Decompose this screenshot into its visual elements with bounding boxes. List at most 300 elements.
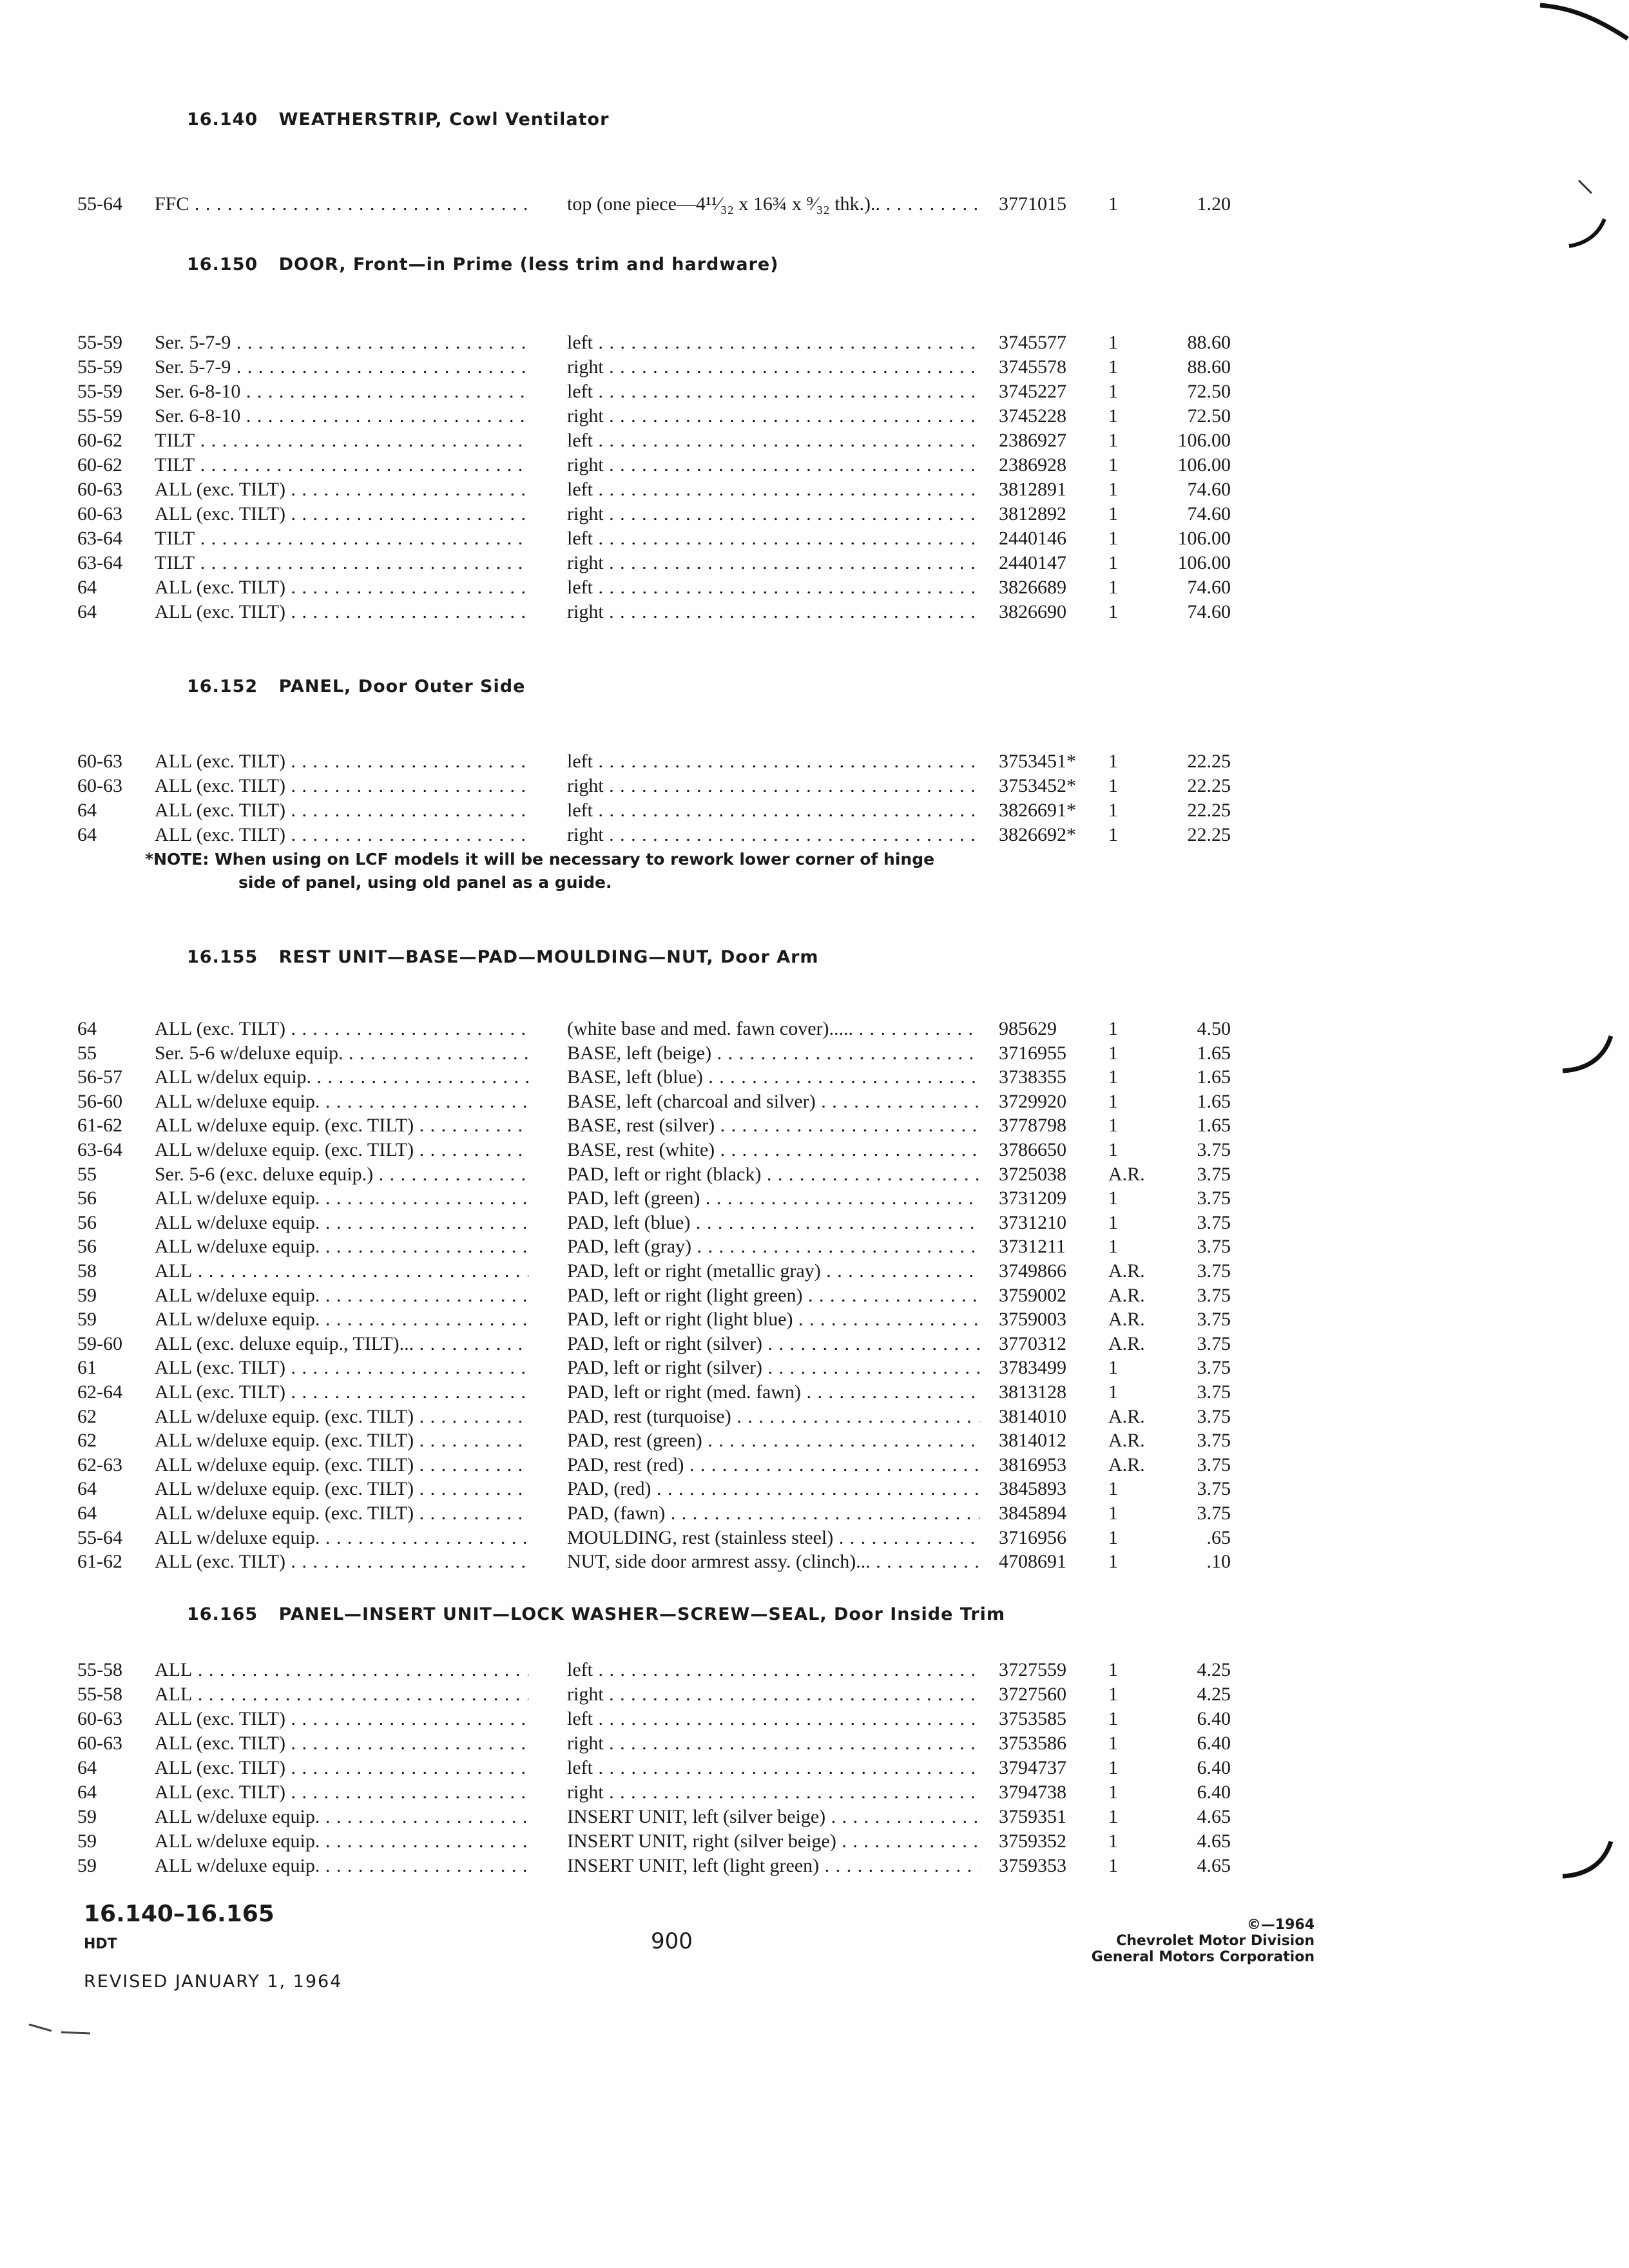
list-price: 1.20 bbox=[1197, 193, 1231, 215]
part-description: left . . . bbox=[567, 479, 979, 501]
quantity: 1 bbox=[1108, 577, 1118, 598]
model-years: 60-63 bbox=[77, 479, 122, 500]
part-number: 3745578 bbox=[999, 356, 1066, 378]
model-years: 64 bbox=[77, 577, 97, 598]
section-heading bbox=[187, 1604, 1005, 1624]
quantity: 1 bbox=[1108, 1478, 1118, 1500]
quantity: 1 bbox=[1108, 824, 1118, 845]
quantity: 1 bbox=[1108, 1503, 1118, 1524]
part-description: left . . . bbox=[567, 1659, 979, 1681]
model-years: 63-64 bbox=[77, 552, 122, 573]
part-description: MOULDING, rest (stainless steel) . . . bbox=[567, 1527, 979, 1549]
list-price: 3.75 bbox=[1197, 1260, 1231, 1282]
part-description: (white base and med. fawn cover)..... . . . bbox=[567, 1018, 979, 1040]
list-price: 4.25 bbox=[1197, 1659, 1231, 1680]
model-years: 62-63 bbox=[77, 1454, 122, 1475]
model-years: 56 bbox=[77, 1236, 97, 1258]
quantity: A.R. bbox=[1108, 1454, 1145, 1475]
part-description: PAD, left or right (silver) . . . bbox=[567, 1333, 979, 1355]
list-price: 1.65 bbox=[1197, 1115, 1231, 1137]
part-number: 3716955 bbox=[999, 1042, 1066, 1064]
part-description: left . . . bbox=[567, 332, 979, 354]
model-years: 60-63 bbox=[77, 503, 122, 524]
table-row bbox=[0, 775, 1629, 800]
model-application: ALL (exc. TILT) . . . bbox=[155, 1733, 528, 1754]
model-years: 55-59 bbox=[77, 381, 122, 402]
part-number: 3783499 bbox=[999, 1357, 1066, 1379]
table-row bbox=[0, 381, 1629, 405]
part-description: left . . . bbox=[567, 800, 979, 822]
part-number: 3759002 bbox=[999, 1284, 1066, 1306]
table-row bbox=[0, 1115, 1629, 1139]
model-application: ALL w/deluxe equip. . . . bbox=[155, 1285, 528, 1307]
quantity: 1 bbox=[1108, 1018, 1118, 1039]
part-description: BASE, left (beige) . . . bbox=[567, 1043, 979, 1064]
list-price: 3.75 bbox=[1197, 1332, 1231, 1354]
model-years: 55 bbox=[77, 1042, 97, 1064]
table-row bbox=[0, 1478, 1629, 1503]
part-description: left . . . bbox=[567, 1757, 979, 1779]
model-years: 62 bbox=[77, 1430, 97, 1452]
table-row bbox=[0, 1236, 1629, 1260]
table-row bbox=[0, 356, 1629, 381]
part-description: PAD, left or right (light blue) . . . bbox=[567, 1309, 979, 1331]
part-number: 3753585 bbox=[999, 1708, 1066, 1729]
table-row bbox=[0, 577, 1629, 601]
part-number: 3731211 bbox=[999, 1236, 1066, 1258]
part-number: 3753586 bbox=[999, 1733, 1066, 1754]
part-description: PAD, left (green) . . . bbox=[567, 1187, 979, 1209]
copyright: ©—1964 bbox=[1246, 1917, 1315, 1933]
quantity: 1 bbox=[1108, 528, 1118, 549]
list-price: 3.75 bbox=[1197, 1454, 1231, 1475]
section-title: PANEL—INSERT UNIT—LOCK WASHER—SCREW—SEAL, Door Inside Trim bbox=[278, 1604, 1005, 1624]
part-number: 3816953 bbox=[999, 1454, 1066, 1475]
model-years: 55 bbox=[77, 1163, 97, 1185]
table-row bbox=[0, 1806, 1629, 1831]
list-price: 3.75 bbox=[1197, 1236, 1231, 1258]
quantity: 1 bbox=[1108, 381, 1118, 402]
scan-mark-icon bbox=[1534, 0, 1629, 58]
part-number: 2440146 bbox=[999, 528, 1066, 549]
footnote-line-1: *NOTE: When using on LCF models it will be necessary to rework lower corner of hinge bbox=[145, 850, 935, 869]
quantity: 1 bbox=[1108, 1855, 1118, 1876]
section-title: WEATHERSTRIP, Cowl Ventilator bbox=[278, 110, 610, 130]
part-description: left . . . bbox=[567, 1708, 979, 1730]
table-row bbox=[0, 1043, 1629, 1067]
model-years: 62-64 bbox=[77, 1381, 122, 1403]
table-row bbox=[0, 1454, 1629, 1479]
list-price: 3.75 bbox=[1197, 1478, 1231, 1500]
model-application: TILT . . . bbox=[155, 430, 528, 452]
model-application: ALL w/deluxe equip. . . . bbox=[155, 1187, 528, 1209]
list-price: 3.75 bbox=[1197, 1211, 1231, 1233]
list-price: 3.75 bbox=[1197, 1187, 1231, 1209]
part-number: 3727559 bbox=[999, 1659, 1066, 1680]
table-row bbox=[0, 1659, 1629, 1684]
part-number: 3778798 bbox=[999, 1115, 1066, 1137]
quantity: 1 bbox=[1108, 193, 1118, 215]
part-number: 3759003 bbox=[999, 1309, 1066, 1331]
part-number: 3845893 bbox=[999, 1478, 1066, 1500]
model-years: 58 bbox=[77, 1260, 97, 1282]
section-number: 16.155 bbox=[187, 947, 258, 967]
list-price: 3.75 bbox=[1197, 1357, 1231, 1379]
scan-mark-icon bbox=[1559, 1031, 1617, 1082]
table-row bbox=[0, 1527, 1629, 1552]
model-application: ALL w/deluxe equip. (exc. TILT) . . . bbox=[155, 1430, 528, 1452]
model-years: 64 bbox=[77, 1782, 97, 1803]
model-application: ALL . . . bbox=[155, 1260, 528, 1282]
quantity: 1 bbox=[1108, 430, 1118, 451]
footnote-line-2: side of panel, using old panel as a guide. bbox=[238, 873, 612, 892]
model-years: 60-62 bbox=[77, 454, 122, 476]
model-application: ALL (exc. TILT) . . . bbox=[155, 775, 528, 797]
table-row bbox=[0, 1503, 1629, 1527]
model-application: ALL (exc. TILT) . . . bbox=[155, 751, 528, 773]
model-application: ALL w/deluxe equip. . . . bbox=[155, 1527, 528, 1549]
part-number: 3826690 bbox=[999, 601, 1066, 622]
model-application: ALL (exc. TILT) . . . bbox=[155, 577, 528, 599]
model-years: 59 bbox=[77, 1855, 97, 1876]
part-description: PAD, (fawn) . . . bbox=[567, 1503, 979, 1524]
model-application: Ser. 5-6 w/deluxe equip. . . . bbox=[155, 1043, 528, 1064]
list-price: 3.75 bbox=[1197, 1284, 1231, 1306]
model-years: 64 bbox=[77, 1503, 97, 1524]
section-heading bbox=[187, 947, 819, 967]
part-description: top (one piece—4¹¹⁄₃₂ x 16¾ x ⁹⁄₃₂ thk.).. . . . bbox=[567, 193, 979, 215]
part-description: INSERT UNIT, left (light green) . . . bbox=[567, 1855, 979, 1877]
table-row bbox=[0, 1757, 1629, 1782]
scan-mark-icon bbox=[1559, 1836, 1617, 1888]
table-row bbox=[0, 1091, 1629, 1115]
part-number: 3731209 bbox=[999, 1187, 1066, 1209]
model-application: ALL (exc. TILT) . . . bbox=[155, 1357, 528, 1379]
table-row bbox=[0, 1855, 1629, 1879]
table-row bbox=[0, 1733, 1629, 1757]
part-description: left . . . bbox=[567, 381, 979, 403]
list-price: 74.60 bbox=[1187, 503, 1231, 524]
part-number: 3794737 bbox=[999, 1757, 1066, 1778]
model-application: ALL w/deluxe equip. . . . bbox=[155, 1831, 528, 1852]
page-range: 16.140–16.165 bbox=[84, 1901, 275, 1927]
part-description: PAD, left (blue) . . . bbox=[567, 1212, 979, 1234]
part-number: 3826689 bbox=[999, 577, 1066, 598]
part-description: right . . . bbox=[567, 454, 979, 476]
model-application: ALL w/deluxe equip. . . . bbox=[155, 1806, 528, 1828]
list-price: 4.50 bbox=[1197, 1018, 1231, 1039]
model-years: 56-60 bbox=[77, 1090, 122, 1112]
quantity: 1 bbox=[1108, 1659, 1118, 1680]
model-years: 62 bbox=[77, 1405, 97, 1427]
quantity: 1 bbox=[1108, 601, 1118, 622]
part-description: PAD, rest (green) . . . bbox=[567, 1430, 979, 1452]
list-price: 4.65 bbox=[1197, 1855, 1231, 1876]
quantity: 1 bbox=[1108, 552, 1118, 573]
model-application: ALL w/deluxe equip. (exc. TILT) . . . bbox=[155, 1478, 528, 1500]
part-number: 3814010 bbox=[999, 1405, 1066, 1427]
quantity: 1 bbox=[1108, 1757, 1118, 1778]
quantity: 1 bbox=[1108, 503, 1118, 524]
table-row bbox=[0, 454, 1629, 479]
list-price: 3.75 bbox=[1197, 1430, 1231, 1452]
quantity: 1 bbox=[1108, 332, 1118, 353]
part-description: PAD, rest (turquoise) . . . bbox=[567, 1406, 979, 1428]
model-years: 55-58 bbox=[77, 1684, 122, 1705]
division-name: Chevrolet Motor Division bbox=[1116, 1933, 1315, 1949]
table-row bbox=[0, 193, 1629, 218]
part-number: 3826691* bbox=[999, 800, 1076, 821]
model-application: ALL . . . bbox=[155, 1684, 528, 1706]
model-application: ALL w/deluxe equip. . . . bbox=[155, 1236, 528, 1258]
quantity: 1 bbox=[1108, 1782, 1118, 1803]
quantity: A.R. bbox=[1108, 1163, 1145, 1185]
part-number: 3729920 bbox=[999, 1090, 1066, 1112]
model-years: 56 bbox=[77, 1211, 97, 1233]
list-price: 74.60 bbox=[1187, 577, 1231, 598]
list-price: 88.60 bbox=[1187, 332, 1231, 353]
model-application: ALL (exc. TILT) . . . bbox=[155, 1782, 528, 1803]
part-number: 3725038 bbox=[999, 1163, 1066, 1185]
model-application: ALL w/delux equip. . . . bbox=[155, 1066, 528, 1088]
list-price: 106.00 bbox=[1177, 454, 1231, 476]
list-price: 1.65 bbox=[1197, 1090, 1231, 1112]
section-heading bbox=[187, 677, 525, 697]
quantity: A.R. bbox=[1108, 1430, 1145, 1452]
model-years: 64 bbox=[77, 1757, 97, 1778]
quantity: A.R. bbox=[1108, 1284, 1145, 1306]
model-application: ALL (exc. TILT) . . . bbox=[155, 1551, 528, 1573]
quantity: 1 bbox=[1108, 1090, 1118, 1112]
part-description: left . . . bbox=[567, 430, 979, 452]
model-application: TILT . . . bbox=[155, 552, 528, 574]
quantity: 1 bbox=[1108, 1551, 1118, 1573]
table-row bbox=[0, 430, 1629, 454]
part-description: BASE, left (charcoal and silver) . . . bbox=[567, 1091, 979, 1113]
table-row bbox=[0, 1708, 1629, 1733]
table-row bbox=[0, 1018, 1629, 1043]
part-number: 3749866 bbox=[999, 1260, 1066, 1282]
model-application: ALL (exc. TILT) . . . bbox=[155, 601, 528, 623]
list-price: 6.40 bbox=[1197, 1733, 1231, 1754]
model-years: 55-64 bbox=[77, 1526, 122, 1548]
part-number: 3753452* bbox=[999, 775, 1076, 796]
table-row bbox=[0, 528, 1629, 552]
quantity: 1 bbox=[1108, 1042, 1118, 1064]
quantity: 1 bbox=[1108, 800, 1118, 821]
quantity: 1 bbox=[1108, 405, 1118, 427]
list-price: 6.40 bbox=[1197, 1782, 1231, 1803]
model-application: ALL w/deluxe equip. (exc. TILT) . . . bbox=[155, 1139, 528, 1161]
list-price: 88.60 bbox=[1187, 356, 1231, 378]
model-application: ALL w/deluxe equip. . . . bbox=[155, 1212, 528, 1234]
model-application: ALL (exc. TILT) . . . bbox=[155, 800, 528, 822]
list-price: 74.60 bbox=[1187, 601, 1231, 622]
model-application: TILT . . . bbox=[155, 454, 528, 476]
part-number: 3731210 bbox=[999, 1211, 1066, 1233]
quantity: 1 bbox=[1108, 1211, 1118, 1233]
table-row bbox=[0, 1260, 1629, 1285]
model-years: 56 bbox=[77, 1187, 97, 1209]
list-price: .10 bbox=[1206, 1551, 1231, 1573]
table-row bbox=[0, 552, 1629, 577]
scan-mark-icon bbox=[1566, 174, 1617, 251]
model-years: 55-59 bbox=[77, 356, 122, 378]
model-years: 55-58 bbox=[77, 1659, 122, 1680]
list-price: 106.00 bbox=[1177, 528, 1231, 549]
part-description: PAD, left or right (metallic gray) . . . bbox=[567, 1260, 979, 1282]
part-description: BASE, rest (white) . . . bbox=[567, 1139, 979, 1161]
model-years: 60-63 bbox=[77, 1733, 122, 1754]
part-description: PAD, left or right (black) . . . bbox=[567, 1164, 979, 1186]
model-application: ALL (exc. TILT) . . . bbox=[155, 824, 528, 846]
quantity: 1 bbox=[1108, 1115, 1118, 1137]
part-number: 3845894 bbox=[999, 1503, 1066, 1524]
model-application: FFC . . . bbox=[155, 193, 528, 215]
table-row bbox=[0, 1309, 1629, 1333]
quantity: 1 bbox=[1108, 1684, 1118, 1705]
table-row bbox=[0, 1782, 1629, 1806]
table-row bbox=[0, 1684, 1629, 1708]
model-years: 63-64 bbox=[77, 1139, 122, 1160]
part-number: 3716956 bbox=[999, 1526, 1066, 1548]
part-description: right . . . bbox=[567, 601, 979, 623]
model-years: 63-64 bbox=[77, 528, 122, 549]
model-application: Ser. 6-8-10 . . . bbox=[155, 381, 528, 403]
part-number: 2386927 bbox=[999, 430, 1066, 451]
part-number: 3786650 bbox=[999, 1139, 1066, 1160]
list-price: 4.65 bbox=[1197, 1831, 1231, 1852]
part-number: 3745228 bbox=[999, 405, 1066, 427]
part-number: 4708691 bbox=[999, 1551, 1066, 1573]
model-years: 64 bbox=[77, 1478, 97, 1500]
list-price: 72.50 bbox=[1187, 405, 1231, 427]
part-number: 3812891 bbox=[999, 479, 1066, 500]
quantity: 1 bbox=[1108, 751, 1118, 772]
model-application: ALL (exc. deluxe equip., TILT)... . . . bbox=[155, 1333, 528, 1355]
model-years: 60-63 bbox=[77, 775, 122, 796]
quantity: A.R. bbox=[1108, 1405, 1145, 1427]
table-row bbox=[0, 1333, 1629, 1358]
model-years: 61-62 bbox=[77, 1115, 122, 1137]
model-application: ALL (exc. TILT) . . . bbox=[155, 1708, 528, 1730]
part-description: PAD, rest (red) . . . bbox=[567, 1454, 979, 1476]
table-row bbox=[0, 601, 1629, 626]
model-application: ALL (exc. TILT) . . . bbox=[155, 1381, 528, 1403]
list-price: 4.25 bbox=[1197, 1684, 1231, 1705]
quantity: 1 bbox=[1108, 1357, 1118, 1379]
section-number: 16.140 bbox=[187, 110, 258, 130]
model-years: 55-59 bbox=[77, 332, 122, 353]
quantity: 1 bbox=[1108, 775, 1118, 796]
list-price: 74.60 bbox=[1187, 479, 1231, 500]
list-price: 3.75 bbox=[1197, 1139, 1231, 1160]
list-price: 22.25 bbox=[1187, 800, 1231, 821]
part-description: right . . . bbox=[567, 1782, 979, 1803]
model-application: Ser. 5-7-9 . . . bbox=[155, 356, 528, 378]
list-price: .65 bbox=[1206, 1526, 1231, 1548]
model-years: 61 bbox=[77, 1357, 97, 1379]
model-application: Ser. 6-8-10 . . . bbox=[155, 405, 528, 427]
quantity: 1 bbox=[1108, 1806, 1118, 1827]
part-number: 3812892 bbox=[999, 503, 1066, 524]
part-description: right . . . bbox=[567, 1733, 979, 1754]
part-number: 3759351 bbox=[999, 1806, 1066, 1827]
model-years: 60-62 bbox=[77, 430, 122, 451]
model-years: 61-62 bbox=[77, 1551, 122, 1573]
list-price: 3.75 bbox=[1197, 1503, 1231, 1524]
table-row bbox=[0, 800, 1629, 824]
list-price: 22.25 bbox=[1187, 775, 1231, 796]
part-number: 3745577 bbox=[999, 332, 1066, 353]
table-row bbox=[0, 1187, 1629, 1212]
model-years: 64 bbox=[77, 800, 97, 821]
model-application: ALL w/deluxe equip. . . . bbox=[155, 1309, 528, 1331]
quantity: 1 bbox=[1108, 1236, 1118, 1258]
part-description: BASE, rest (silver) . . . bbox=[567, 1115, 979, 1137]
table-row bbox=[0, 1551, 1629, 1575]
table-row bbox=[0, 1164, 1629, 1188]
part-number: 985629 bbox=[999, 1018, 1057, 1039]
model-application: Ser. 5-6 (exc. deluxe equip.) . . . bbox=[155, 1164, 528, 1186]
quantity: 1 bbox=[1108, 1187, 1118, 1209]
part-number: 3759353 bbox=[999, 1855, 1066, 1876]
list-price: 3.75 bbox=[1197, 1309, 1231, 1331]
part-number: 3727560 bbox=[999, 1684, 1066, 1705]
section-heading bbox=[187, 255, 779, 274]
list-price: 3.75 bbox=[1197, 1163, 1231, 1185]
table-row bbox=[0, 1406, 1629, 1430]
part-description: PAD, left or right (med. fawn) . . . bbox=[567, 1381, 979, 1403]
model-application: ALL w/deluxe equip. (exc. TILT) . . . bbox=[155, 1454, 528, 1476]
list-price: 3.75 bbox=[1197, 1381, 1231, 1403]
model-application: ALL w/deluxe equip. (exc. TILT) . . . bbox=[155, 1115, 528, 1137]
list-price: 4.65 bbox=[1197, 1806, 1231, 1827]
table-row bbox=[0, 503, 1629, 528]
list-price: 22.25 bbox=[1187, 751, 1231, 772]
part-description: PAD, (red) . . . bbox=[567, 1478, 979, 1500]
list-price: 106.00 bbox=[1177, 552, 1231, 573]
model-application: ALL . . . bbox=[155, 1659, 528, 1681]
model-years: 64 bbox=[77, 601, 97, 622]
part-description: PAD, left (gray) . . . bbox=[567, 1236, 979, 1258]
list-price: 6.40 bbox=[1197, 1757, 1231, 1778]
model-application: ALL w/deluxe equip. . . . bbox=[155, 1091, 528, 1113]
section-number: 16.150 bbox=[187, 255, 258, 274]
part-description: left . . . bbox=[567, 577, 979, 599]
quantity: 1 bbox=[1108, 1066, 1118, 1088]
quantity: 1 bbox=[1108, 1139, 1118, 1160]
quantity: 1 bbox=[1108, 1831, 1118, 1852]
part-description: left . . . bbox=[567, 528, 979, 550]
quantity: 1 bbox=[1108, 356, 1118, 378]
part-number: 3745227 bbox=[999, 381, 1066, 402]
quantity: 1 bbox=[1108, 1381, 1118, 1403]
part-description: right . . . bbox=[567, 405, 979, 427]
part-description: INSERT UNIT, left (silver beige) . . . bbox=[567, 1806, 979, 1828]
part-description: right . . . bbox=[567, 775, 979, 797]
part-description: right . . . bbox=[567, 552, 979, 574]
part-number: 2440147 bbox=[999, 552, 1066, 573]
model-application: ALL w/deluxe equip. . . . bbox=[155, 1855, 528, 1877]
model-years: 59 bbox=[77, 1284, 97, 1306]
model-application: TILT . . . bbox=[155, 528, 528, 550]
quantity: 1 bbox=[1108, 1708, 1118, 1729]
table-row bbox=[0, 479, 1629, 503]
table-row bbox=[0, 1066, 1629, 1091]
part-description: NUT, side door armrest assy. (clinch)... . . . bbox=[567, 1551, 979, 1573]
part-description: PAD, left or right (silver) . . . bbox=[567, 1357, 979, 1379]
